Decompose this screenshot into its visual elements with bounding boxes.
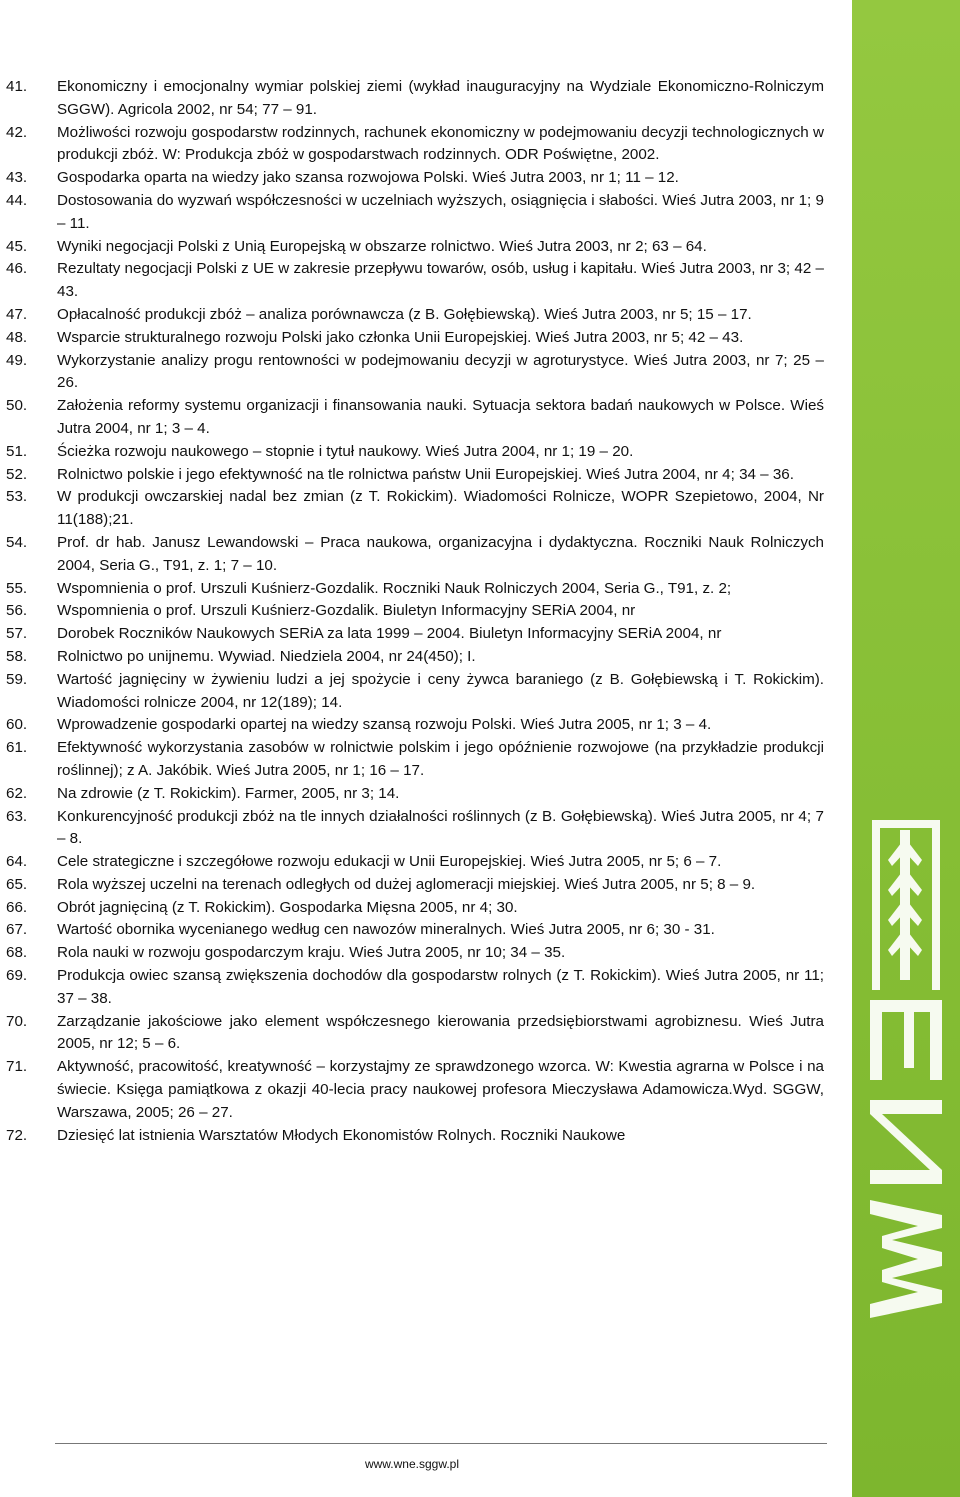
reference-number: 58. [6, 647, 28, 665]
reference-number: 63. [6, 807, 28, 825]
reference-number: 57. [6, 625, 28, 643]
reference-number: 45. [6, 237, 28, 255]
reference-number: 46. [6, 260, 28, 278]
reference-text: Wsparcie strukturalnego rozwoju Polski jako członka Unii Europejskiej. Wieś Jutra 2003, nr 5; 42 – 43. [57, 328, 744, 346]
reference-text: Wykorzystanie analizy progu rentowności w podejmowaniu decyzji w agroturystyce. Wieś Jutra 2003, nr 7; 25 – 26. [57, 351, 824, 392]
reference-text: Wartość obornika wycenianego według cen nawozów mineralnych. Wieś Jutra 2005, nr 6; 30 - 31. [57, 921, 715, 939]
reference-number: 49. [6, 351, 28, 369]
reference-number: 48. [6, 328, 28, 346]
reference-item [0, 669, 824, 715]
reference-text: Dostosowania do wyzwań współczesności w uczelniach wyższych, osiągnięcia i słabości. Wieś Jutra 2003, nr 1; 9 – 11. [57, 191, 824, 232]
reference-number: 60. [6, 716, 28, 734]
reference-item [0, 783, 824, 806]
footer-url[interactable]: www.wne.sggw.pl [364, 1457, 460, 1471]
reference-number: 55. [6, 579, 28, 597]
reference-item [0, 1011, 824, 1057]
footer-divider [55, 1443, 827, 1444]
letter-n-icon [870, 1100, 942, 1184]
reference-text: Gospodarka oparta na wiedzy jako szansa rozwojowa Polski. Wieś Jutra 2003, nr 1; 11 – 12. [57, 169, 679, 187]
reference-text: Zarządzanie jakościowe jako element współczesnego kierowania przedsiębiorstwami agrobiznesu. Wieś Jutra 2005, nr 12; 5 – 6. [57, 1012, 824, 1053]
reference-item [0, 190, 824, 236]
letter-e-icon [870, 1000, 942, 1080]
reference-text: Prof. dr hab. Janusz Lewandowski – Praca naukowa, organizacyjna i dydaktyczna. Roczniki Nauk Rolniczych 2004, Seria G., T91, z. 1; 7 – 10. [57, 533, 824, 574]
reference-item [0, 965, 824, 1011]
reference-item [0, 350, 824, 396]
wheat-emblem-icon [872, 820, 940, 990]
reference-number: 71. [6, 1058, 28, 1076]
reference-number: 47. [6, 305, 28, 323]
reference-text: Możliwości rozwoju gospodarstw rodzinnych, rachunek ekonomiczny w podejmowaniu decyzji technologicznych w produkcji zbóż. W: Produkcja zbóż w gospodarstwach rodzinnych. ODR Poświętne, 2002. [57, 123, 824, 164]
reference-number: 54. [6, 533, 28, 551]
reference-item [0, 532, 824, 578]
green-side-band [852, 0, 960, 1497]
reference-item [0, 646, 824, 669]
wne-logo [852, 0, 960, 1497]
reference-number: 69. [6, 967, 28, 985]
reference-text: Rezultaty negocjacji Polski z UE w zakresie przepływu towarów, osób, usług i kapitału. Wieś Jutra 2003, nr 3; 42 – 43. [57, 260, 824, 301]
reference-text: Dorobek Roczników Naukowych SERiA za lata 1999 – 2004. Biuletyn Informacyjny SERiA 2004, nr [57, 625, 722, 643]
reference-text: Rola wyższej uczelni na terenach odległych od dużej aglomeracji miejskiej. Wieś Jutra 2005, nr 5; 8 – 9. [57, 875, 756, 893]
reference-text: Założenia reformy systemu organizacji i finansowania nauki. Sytuacja sektora badań naukowych w Polsce. Wieś Jutra 2004, nr 1; 3 – 4. [57, 397, 824, 437]
reference-list [0, 76, 824, 1147]
reference-item [0, 897, 824, 920]
reference-item [0, 441, 824, 464]
reference-number: 41. [6, 78, 28, 95]
reference-item [0, 714, 824, 737]
reference-item [0, 486, 824, 532]
reference-item [0, 76, 824, 122]
reference-number: 44. [6, 191, 28, 209]
reference-item [0, 623, 824, 646]
reference-text: Dziesięć lat istnienia Warsztatów Młodych Ekonomistów Rolnych. Roczniki Naukowe [57, 1126, 626, 1144]
reference-number: 65. [6, 875, 28, 893]
reference-text: Ekonomiczny i emocjonalny wymiar polskiej ziemi (wykład inauguracyjny na Wydziale Ekonomiczno-Rolniczym SGGW). Agricola 2002, nr 54; 77 – 91. [57, 78, 824, 118]
reference-number: 61. [6, 739, 28, 757]
reference-item [0, 167, 824, 190]
reference-item [0, 122, 824, 168]
reference-item [0, 942, 824, 965]
reference-text: Rolnictwo polskie i jego efektywność na tle rolnictwa państw Unii Europejskiej. Wieś Jutra 2004, nr 4; 34 – 36. [57, 465, 794, 483]
reference-item [0, 851, 824, 874]
reference-number: 68. [6, 944, 28, 962]
reference-number: 62. [6, 784, 28, 802]
reference-item [0, 1056, 824, 1124]
reference-number: 56. [6, 602, 28, 620]
reference-text: Rola nauki w rozwoju gospodarczym kraju. Wieś Jutra 2005, nr 10; 34 – 35. [57, 944, 566, 962]
reference-number: 70. [6, 1012, 28, 1030]
reference-number: 43. [6, 169, 28, 187]
reference-item [0, 304, 824, 327]
reference-item [0, 737, 824, 783]
reference-text: Wprowadzenie gospodarki opartej na wiedzy szansą rozwoju Polski. Wieś Jutra 2005, nr 1; 3 – 4. [57, 716, 712, 734]
reference-item [0, 578, 824, 601]
reference-item [0, 258, 824, 304]
reference-item [0, 395, 824, 441]
reference-number: 64. [6, 853, 28, 871]
reference-item [0, 919, 824, 942]
reference-text: Obrót jagnięciną (z T. Rokickim). Gospodarka Mięsna 2005, nr 4; 30. [57, 898, 518, 916]
reference-item [0, 327, 824, 350]
reference-item [0, 464, 824, 487]
reference-text: Produkcja owiec szansą zwiększenia dochodów dla gospodarstw rolnych (z T. Rokickim). Wieś Jutra 2005, nr 11; 37 – 38. [57, 967, 824, 1007]
reference-item [0, 806, 824, 852]
reference-number: 72. [6, 1126, 28, 1144]
reference-text: Na zdrowie (z T. Rokickim). Farmer, 2005, nr 3; 14. [57, 784, 400, 802]
reference-number: 66. [6, 898, 28, 916]
reference-text: Wartość jagnięciny w żywieniu ludzi a jej spożycie i ceny żywca baraniego (z B. Gołębiewską i T. Rokickim). Wiadomości rolnicze 2004, nr 12(189); 14. [57, 670, 824, 711]
reference-text: Efektywność wykorzystania zasobów w rolnictwie polskim i jego opóźnienie rozwojowe (na przykładzie produkcji roślinnej); z A. Jakóbik. Wieś Jutra 2005, nr 1; 16 – 17. [57, 739, 824, 779]
reference-text: W produkcji owczarskiej nadal bez zmian (z T. Rokickim). Wiadomości Rolnicze, WOPR Szepietowo, 2004, Nr 11(188);21. [57, 488, 824, 529]
reference-text: Konkurencyjność produkcji zbóż na tle innych działalności roślinnych (z B. Gołębiewską). Wieś Jutra 2005, nr 4; 7 – 8. [57, 807, 824, 848]
reference-text: Ścieżka rozwoju naukowego – stopnie i tytuł naukowy. Wieś Jutra 2004, nr 1; 19 – 20. [57, 442, 634, 460]
reference-number: 53. [6, 488, 28, 506]
reference-text: Opłacalność produkcji zbóż – analiza porównawcza (z B. Gołębiewską). Wieś Jutra 2003, nr 5; 15 – 17. [57, 305, 752, 323]
reference-number: 42. [6, 123, 28, 141]
reference-text: Rolnictwo po unijnemu. Wywiad. Niedziela 2004, nr 24(450); I. [57, 647, 476, 665]
reference-text: Wspomnienia o prof. Urszuli Kuśnierz-Gozdalik. Roczniki Nauk Rolniczych 2004, Seria G., T91, z. 2; [57, 579, 732, 597]
reference-item [0, 1125, 824, 1148]
reference-item [0, 236, 824, 259]
letter-w-icon [870, 1200, 942, 1318]
reference-item [0, 874, 824, 897]
reference-number: 50. [6, 397, 28, 415]
reference-text: Wspomnienia o prof. Urszuli Kuśnierz-Gozdalik. Biuletyn Informacyjny SERiA 2004, nr [57, 602, 636, 620]
reference-item [0, 600, 824, 623]
reference-number: 59. [6, 670, 28, 688]
reference-text: Cele strategiczne i szczegółowe rozwoju edukacji w Unii Europejskiej. Wieś Jutra 2005, nr 5; 6 – 7. [57, 853, 722, 871]
reference-number: 52. [6, 465, 28, 483]
reference-text: Aktywność, pracowitość, kreatywność – korzystajmy ze sprawdzonego wzorca. W: Kwestia agrarna w Polsce i na świecie. Księga pamiątkowa z okazji 40-lecia pracy naukowej profesora Mieczysława Adamowicza.Wyd. SGGW, Warszawa, 2005; 26 – 27. [57, 1058, 824, 1121]
reference-number: 51. [6, 442, 28, 460]
reference-text: Wyniki negocjacji Polski z Unią Europejską w obszarze rolnictwo. Wieś Jutra 2003, nr 2; 63 – 64. [57, 237, 707, 255]
reference-number: 67. [6, 921, 28, 939]
